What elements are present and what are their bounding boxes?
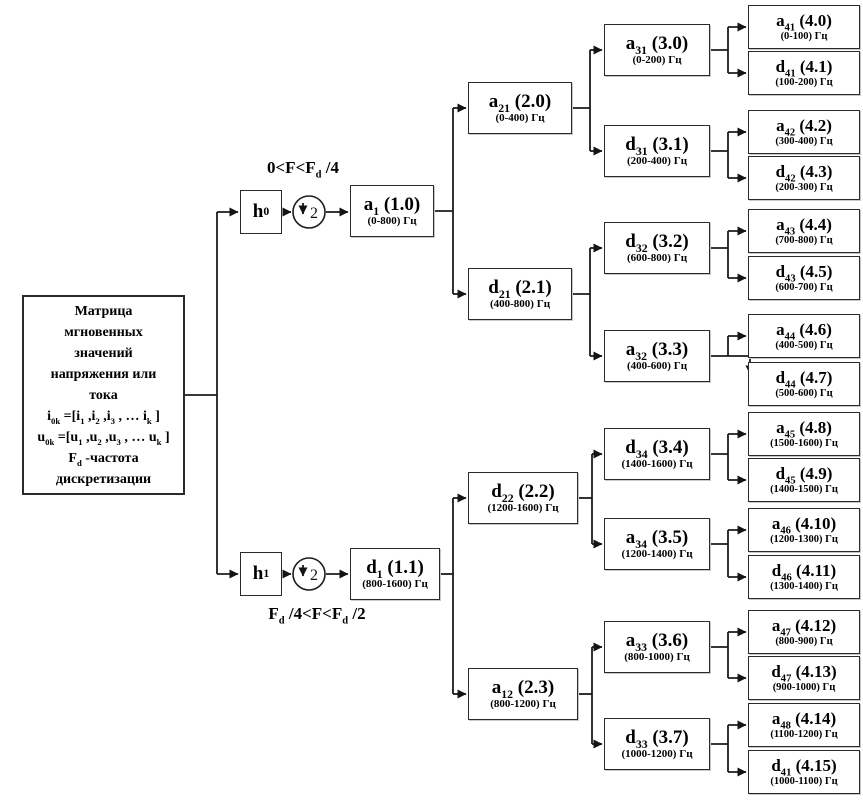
branch-label-bottom: $F_d$ $/4<F<F_d$ /2 [268, 604, 366, 627]
node-frequency-range: (400-600) Гц [626, 359, 688, 372]
node-frequency-range: (0-800) Гц [367, 214, 417, 227]
node-label: $d_1$ (1.1) [366, 556, 424, 581]
source-matrix-line: дискретизации [55, 471, 152, 487]
source-matrix-line: тока [89, 387, 118, 403]
node-frequency-range: (600-700) Гц [775, 281, 833, 293]
source-matrix-line: Матрица [74, 303, 133, 319]
node-label: $d_{44}$ (4.7) [775, 368, 833, 391]
node-a43 [748, 209, 860, 253]
source-matrix-line: $F_d$ -частота [68, 450, 139, 468]
node-frequency-range: (500-600) Гц [775, 387, 833, 399]
node-frequency-range: (400-800) Гц [489, 297, 551, 310]
branch-label-top: $0<F<F_d$ /4 [267, 158, 339, 181]
node-frequency-range: (1300-1400) Гц [770, 580, 838, 592]
node-d1 [350, 548, 440, 600]
node-label: $d_{42}$ (4.3) [775, 162, 833, 185]
node-frequency-range: (900-1000) Гц [772, 681, 836, 693]
node-label: $a_{41}$ (4.0) [776, 11, 832, 34]
node-d33 [604, 718, 710, 770]
source-matrix-line: $u_{0k} =[u_1$ $,u_2$ $,u_3$ , … $u_k$ ] [37, 429, 170, 447]
node-frequency-range: (800-1000) Гц [624, 650, 690, 663]
node-d31 [604, 125, 710, 177]
node-label: $a_{44}$ (4.6) [776, 320, 832, 343]
node-a33 [604, 621, 710, 673]
node-frequency-range: (800-1200) Гц [490, 697, 556, 710]
node-a31 [604, 24, 710, 76]
node-frequency-range: (1200-1300) Гц [770, 533, 838, 545]
node-a34 [604, 518, 710, 570]
node-a21 [468, 82, 572, 134]
node-label: $a_{33}$ (3.6) [625, 629, 689, 654]
node-d22 [468, 472, 578, 524]
node-label: $d_{41}$ (4.1) [775, 57, 833, 80]
node-label: $a_{32}$ (3.3) [625, 338, 689, 363]
node-frequency-range: (1500-1600) Гц [770, 437, 838, 449]
node-a45 [748, 412, 860, 456]
source-matrix-line: значений [74, 345, 133, 361]
node-a12 [468, 668, 578, 720]
node-label: $d_{34}$ (3.4) [625, 436, 689, 461]
node-d45 [748, 458, 860, 502]
node-frequency-range: (1400-1500) Гц [770, 483, 838, 495]
node-d34 [604, 428, 710, 480]
node-label: $d_{31}$ (3.1) [625, 133, 689, 158]
node-a1 [350, 185, 434, 237]
filter-h1: h 1 [240, 552, 282, 596]
node-d43 [748, 256, 860, 300]
connector-arrow [728, 356, 750, 374]
node-label: $a_{47}$ (4.12) [771, 616, 837, 639]
node-frequency-range: (0-400) Гц [495, 111, 545, 124]
node-d42 [748, 156, 860, 200]
node-label: $a_{42}$ (4.2) [776, 116, 832, 139]
node-a42 [748, 110, 860, 154]
node-frequency-range: (1000-1100) Гц [770, 775, 838, 787]
node-d21 [468, 268, 572, 320]
node-frequency-range: (0-100) Гц [780, 30, 828, 42]
node-frequency-range: (200-300) Гц [775, 181, 833, 193]
node-label: $a_{34}$ (3.5) [625, 526, 689, 551]
source-matrix-line: напряжения или [50, 366, 157, 382]
node-label: $d_{21}$ (2.1) [488, 276, 552, 301]
node-label: $d_{43}$ (4.5) [775, 262, 833, 285]
node-label: $a_{43}$ (4.4) [776, 215, 832, 238]
downsample-factor: 2 [310, 205, 318, 222]
node-a48 [748, 703, 860, 747]
node-frequency-range: (800-1600) Гц [362, 577, 428, 590]
node-label: $d_{46}$ (4.11) [771, 561, 837, 584]
node-a46 [748, 508, 860, 552]
node-frequency-range: (200-400) Гц [626, 154, 688, 167]
node-label: $d_{32}$ (3.2) [625, 230, 689, 255]
node-frequency-range: (1400-1600) Гц [621, 457, 693, 470]
node-label: $a_{12}$ (2.3) [491, 676, 555, 701]
node-frequency-range: (800-900) Гц [775, 635, 833, 647]
node-frequency-range: (0-200) Гц [632, 53, 682, 66]
node-label: $a_{45}$ (4.8) [776, 418, 832, 441]
node-label: $a_{31}$ (3.0) [625, 32, 689, 57]
filter-h0: h 0 [240, 190, 282, 234]
node-frequency-range: (600-800) Гц [626, 251, 688, 264]
node-frequency-range: (1100-1200) Гц [770, 728, 838, 740]
node-a47 [748, 610, 860, 654]
node-label: $d_{45}$ (4.9) [775, 464, 833, 487]
downsample-factor: 2 [310, 567, 318, 584]
node-label: $d_{47}$ (4.13) [771, 662, 837, 685]
node-label: $a_{21}$ (2.0) [488, 90, 552, 115]
node-frequency-range: (400-500) Гц [775, 339, 833, 351]
node-d41 [748, 51, 860, 95]
node-label: $a_1$ (1.0) [363, 193, 421, 218]
downsample-circle [293, 196, 325, 228]
node-frequency-range: (300-400) Гц [775, 135, 833, 147]
node-frequency-range: (700-800) Гц [775, 234, 833, 246]
node-d46 [748, 555, 860, 599]
node-label: $d_{41}$ (4.15) [771, 756, 837, 779]
source-matrix-box [22, 295, 185, 495]
node-a41 [748, 5, 860, 49]
node-d41-15 [748, 750, 860, 794]
node-frequency-range: (100-200) Гц [775, 76, 833, 88]
node-label: $a_{48}$ (4.14) [771, 709, 837, 732]
node-a32 [604, 330, 710, 382]
node-a44 [748, 314, 860, 358]
node-label: $a_{46}$ (4.10) [771, 514, 837, 537]
source-matrix-line: $i_{0k} =[i_1$ $,i_2$ $,i_3$ , … $i_k$ ] [47, 408, 160, 426]
node-frequency-range: (1200-1600) Гц [487, 501, 559, 514]
node-label: $d_{33}$ (3.7) [625, 726, 689, 751]
node-label: $d_{22}$ (2.2) [491, 480, 555, 505]
node-d47 [748, 656, 860, 700]
node-frequency-range: (1000-1200) Гц [621, 747, 693, 760]
node-d32 [604, 222, 710, 274]
node-frequency-range: (1200-1400) Гц [621, 547, 693, 560]
source-matrix-line: мгновенных [64, 324, 143, 340]
node-d44 [748, 362, 860, 406]
downsample-circle [293, 558, 325, 590]
